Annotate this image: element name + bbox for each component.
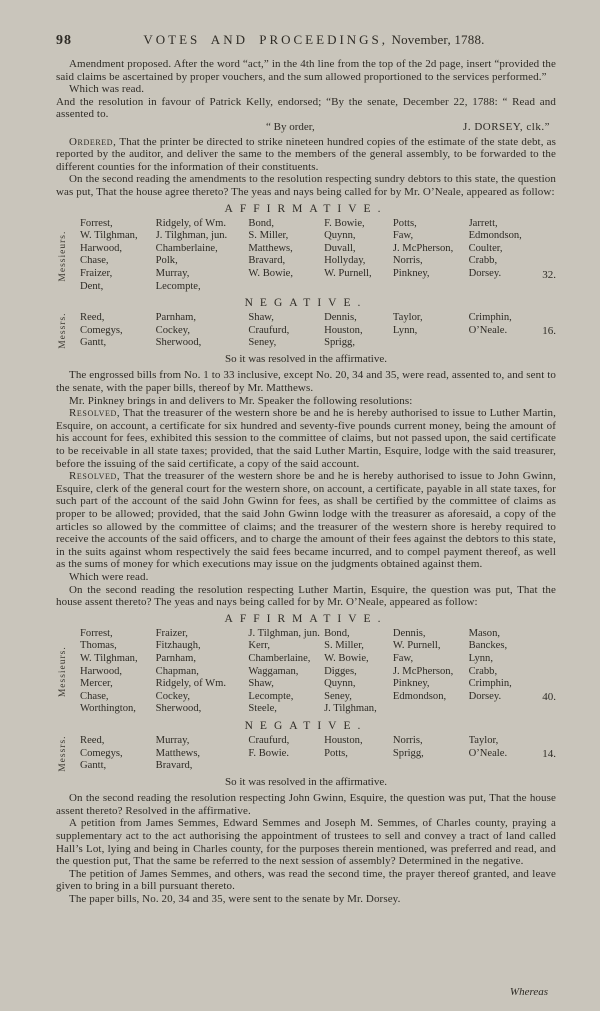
- resolved-body-2: That the treasurer of the western shore be and he is hereby authorised to issue to John Gwinn, Esquire, clerk of the general court for the western shore, on account, a certificate, payable in all state taxes, for such part of the account of the said John Gwinn for fees, as shall be certified by the committee of claims as proper to be allowed; provided, that the said John Gwinn lodge with the treasurer as aforesaid, a copy of the articles so allowed by the committee of claims; and the treasurer of the western shore is hereby required to receive the accounts of the said officers, and to charge the amount of their fees against the debtors to this state, in the suits against whom respectively the said fees became incurred, and to compel payment thereof, as well as the sums of money for which executions may issue on the judgments obtained against them.: [56, 470, 556, 571]
- paragraph-ordered-printer: [56, 136, 556, 174]
- vote-column: [393, 218, 465, 294]
- negative-heading-2: NEGATIVE.: [244, 719, 368, 732]
- delegate-name: Potts,: [324, 747, 348, 759]
- vote-column: [156, 218, 245, 294]
- messieurs-label: Messieurs.: [58, 646, 68, 698]
- vote-column: [393, 735, 465, 773]
- delegate-name: Sherwood,: [155, 337, 202, 349]
- delegate-name: Gantt,: [80, 337, 107, 349]
- paragraph-engrossed-bills: The engrossed bills from No. 1 to 33 inclusive, except No. 20, 34 and 35, were read, assented to, and sent to the senate, with the paper bills, thereof by Mr. Matthews.: [56, 369, 556, 395]
- delegate-name: Cockey,: [155, 690, 190, 702]
- delegate-name: Chase,: [80, 255, 109, 267]
- delegate-name: Taylor,: [392, 312, 423, 324]
- vote-count-affirmative-2: 40.: [542, 691, 556, 704]
- delegate-name: Jarrett,: [468, 217, 498, 229]
- page-title-caps: VOTES AND PROCEEDINGS,: [143, 32, 389, 47]
- delegate-name: Mercer,: [80, 678, 113, 690]
- delegate-name: W. Purnell,: [324, 267, 372, 279]
- vote-columns: [70, 312, 556, 350]
- delegate-name: Bravard,: [248, 255, 286, 267]
- delegate-name: F. Bowie.: [248, 747, 290, 759]
- delegate-name: Matthews,: [248, 242, 293, 254]
- attribution-line: [56, 121, 556, 134]
- resolved-lead-1: Resolved,: [69, 407, 121, 420]
- messieurs-label: Messieurs.: [58, 229, 68, 281]
- delegate-name: Pinkney,: [392, 678, 430, 690]
- delegate-name: Lecompte,: [155, 280, 201, 292]
- delegate-name: Norris,: [392, 255, 423, 267]
- delegate-name: S. Miller,: [324, 640, 364, 652]
- delegate-name: Cockey,: [155, 324, 190, 336]
- delegate-name: Fraizer,: [155, 627, 188, 639]
- vote-column: [80, 628, 152, 716]
- delegate-name: Crabb,: [468, 255, 498, 267]
- delegate-name: J. McPherson,: [392, 665, 454, 677]
- delegate-name: J. Tilghman,: [324, 703, 377, 715]
- delegate-name: Harwood,: [80, 665, 123, 677]
- paragraph-pinkney-resolutions: Mr. Pinkney brings in and delivers to Mr. Speaker the following resolutions:: [69, 394, 413, 407]
- delegate-name: Ridgely, of Wm.: [155, 217, 226, 229]
- negative-vote-table-2: [56, 735, 556, 773]
- ordered-lead: Ordered,: [69, 135, 117, 148]
- vote-column: [248, 628, 320, 716]
- delegate-name: Thomas,: [80, 640, 117, 652]
- delegate-name: Taylor,: [468, 734, 499, 746]
- delegate-name: Dorsey.: [468, 267, 502, 279]
- clerk-signature: J. DORSEY, clk.”: [463, 120, 550, 133]
- vote-column: [324, 218, 389, 294]
- vote-column: [469, 218, 530, 294]
- paragraph-resolved-martin: [56, 407, 556, 470]
- vote-count-affirmative-1: 32.: [542, 268, 556, 281]
- delegate-name: Parnham,: [155, 652, 196, 664]
- ordered-body: That the printer be directed to strike nineteen hundred copies of the estimate of the state debt, as reported by the auditor, and deliver the same to the members of the general assembly, to be forwarded to the different counties for the information of their constituents.: [56, 135, 556, 173]
- page-title: [72, 32, 556, 48]
- delegate-name: J. Tilghman, jun.: [248, 627, 320, 639]
- resolution-result-1: So it was resolved in the affirmative.: [224, 352, 387, 365]
- vote-column: [248, 312, 320, 350]
- delegate-name: Dennis,: [324, 312, 357, 324]
- delegate-name: Sprigg,: [324, 337, 355, 349]
- delegate-name: Kerr,: [248, 640, 271, 652]
- delegate-name: Edmondson,: [392, 690, 447, 702]
- vote-column: [156, 312, 245, 350]
- delegate-name: Seney,: [324, 690, 352, 702]
- delegate-name: Quynn,: [324, 678, 356, 690]
- delegate-name: W. Tilghman,: [80, 652, 138, 664]
- catchword: Whereas: [509, 986, 548, 998]
- paragraph-second-reading-martin: On the second reading the resolution respecting Luther Martin, Esquire, the question was put, That the house assent thereto? The yeas and nays being called for by Mr. O’Neale, appeared as follow:: [56, 583, 556, 609]
- delegate-name: Murray,: [155, 734, 190, 746]
- affirmative-heading-1: AFFIRMATIVE.: [224, 202, 388, 215]
- delegate-name: Parnham,: [155, 312, 196, 324]
- delegate-name: Dent,: [80, 280, 104, 292]
- delegate-name: Comegys,: [80, 747, 123, 759]
- delegate-name: Pinkney,: [392, 267, 430, 279]
- delegate-name: Crabb,: [468, 665, 498, 677]
- negative-vote-table-1: [56, 312, 556, 350]
- delegate-name: Faw,: [392, 230, 414, 242]
- delegate-name: Worthington,: [80, 703, 136, 715]
- affirmative-vote-table-1: [56, 218, 556, 294]
- delegate-name: Mason,: [468, 627, 501, 639]
- vote-column: [324, 628, 389, 716]
- paragraph-second-reading-debtors: On the second reading the amendments to the resolution respecting sundry debtors to this state, the question was put, That the house agree thereto? The yeas and nays being called for by Mr. O’Neale, appeared as follow:: [56, 173, 556, 198]
- delegate-name: Houston,: [324, 734, 363, 746]
- delegate-name: Reed,: [80, 312, 105, 324]
- delegate-name: Lecompte,: [248, 690, 294, 702]
- paragraph-paper-bills: The paper bills, No. 20, 34 and 35, were sent to the senate by Mr. Dorsey.: [69, 893, 401, 906]
- delegate-name: W. Bowie,: [324, 652, 369, 664]
- delegate-name: Digges,: [324, 665, 357, 677]
- paragraph-petition-second-reading: The petition of James Semmes, and others, was read the second time, the prayer thereof granted, and leave given to bring in a bill pursuant thereto.: [56, 867, 556, 893]
- delegate-name: Craufurd,: [248, 324, 290, 336]
- resolution-result-2: So it was resolved in the affirmative.: [224, 775, 387, 788]
- delegate-name: Seney,: [248, 337, 277, 349]
- vote-count-negative-2: 14.: [542, 748, 556, 761]
- delegate-name: Crimphin,: [468, 678, 512, 690]
- page-number: 98: [56, 33, 72, 48]
- delegate-name: Bond,: [248, 217, 274, 229]
- delegate-name: Potts,: [392, 217, 417, 229]
- delegate-name: Sherwood,: [155, 703, 202, 715]
- delegate-name: Craufurd,: [248, 734, 290, 746]
- delegate-name: Chamberlaine,: [155, 242, 218, 254]
- paragraph-kelly-resolution: And the resolution in favour of Patrick Kelly, endorsed; “By the senate, December 22, 1788: “ Read and assented to.: [56, 95, 556, 121]
- delegate-name: Lynn,: [468, 652, 493, 664]
- paragraph-which-was-read: Which was read.: [69, 83, 145, 96]
- delegate-name: Fraizer,: [80, 267, 113, 279]
- delegate-name: Waggaman,: [248, 665, 299, 677]
- delegate-name: Sprigg,: [392, 747, 424, 759]
- delegate-name: S. Miller,: [248, 230, 289, 242]
- delegate-name: Crimphin,: [468, 312, 512, 324]
- paragraph-gwinn-question: On the second reading the resolution respecting John Gwinn, Esquire, the question was put, That the house assent thereto? Resolved in the affirmative.: [56, 792, 556, 817]
- delegate-name: F. Bowie,: [324, 217, 365, 229]
- vote-column: [324, 735, 389, 773]
- delegate-name: Edmondson,: [468, 230, 522, 242]
- vote-column: [80, 312, 152, 350]
- vote-column: [248, 735, 320, 773]
- negative-heading-1: NEGATIVE.: [244, 297, 368, 310]
- delegate-name: J. Tilghman, jun.: [155, 230, 228, 242]
- delegate-name: Comegys,: [80, 324, 123, 336]
- vote-column: [156, 628, 245, 716]
- vote-columns: [70, 735, 556, 773]
- delegate-name: Bravard,: [155, 760, 193, 772]
- affirmative-heading-2: AFFIRMATIVE.: [224, 612, 388, 625]
- delegate-name: O’Neale.: [468, 747, 508, 759]
- delegate-name: W. Tilghman,: [80, 230, 138, 242]
- paragraph-resolved-gwinn: [56, 470, 556, 571]
- vote-count-negative-1: 16.: [542, 325, 556, 338]
- vote-column: [248, 218, 320, 294]
- vote-column: [80, 735, 152, 773]
- delegate-name: Ridgely, of Wm.: [155, 678, 226, 690]
- delegate-name: Fitzhaugh,: [155, 640, 201, 652]
- delegate-name: Harwood,: [80, 242, 123, 254]
- delegate-name: Dorsey.: [468, 690, 502, 702]
- delegate-name: Bond,: [324, 627, 350, 639]
- delegate-name: Hollyday,: [324, 255, 366, 267]
- vote-column: [469, 312, 530, 350]
- vote-column: [393, 312, 465, 350]
- delegate-name: Chamberlaine,: [248, 652, 311, 664]
- delegate-name: Norris,: [392, 734, 423, 746]
- delegate-name: Reed,: [80, 734, 105, 746]
- delegate-name: W. Purnell,: [392, 640, 441, 652]
- delegate-name: Polk,: [155, 255, 178, 267]
- vote-columns: [70, 218, 556, 294]
- delegate-name: Coulter,: [468, 242, 503, 254]
- delegate-name: Forrest,: [80, 217, 113, 229]
- vote-column: [156, 735, 245, 773]
- vote-columns: [70, 628, 556, 716]
- messrs-label: Messrs.: [58, 312, 68, 350]
- delegate-name: Steele,: [248, 703, 277, 715]
- affirmative-vote-table-2: [56, 628, 556, 716]
- delegate-name: Shaw,: [248, 678, 274, 690]
- delegate-name: W. Bowie,: [248, 267, 294, 279]
- delegate-name: Forrest,: [80, 627, 113, 639]
- paragraph-amendment: Amendment proposed. After the word “act,” in the 4th line from the top of the 2d page, insert “provided the said claims be ascertained by proper vouchers, and the sum allowed proportioned to the services performed.”: [56, 58, 556, 83]
- delegate-name: J. McPherson,: [392, 242, 454, 254]
- by-order-text: “ By order,: [266, 120, 315, 133]
- delegate-name: Lynn,: [392, 324, 418, 336]
- delegate-name: Chapman,: [155, 665, 199, 677]
- delegate-name: Quynn,: [324, 230, 356, 242]
- delegate-name: Matthews,: [155, 747, 201, 759]
- delegate-name: Duvall,: [324, 242, 356, 254]
- page-header: [56, 32, 556, 49]
- vote-column: [324, 312, 389, 350]
- resolved-lead-2: Resolved,: [69, 470, 121, 483]
- delegate-name: Houston,: [324, 324, 363, 336]
- delegate-name: Murray,: [155, 267, 190, 279]
- messrs-label: Messrs.: [58, 735, 68, 772]
- vote-column: [469, 628, 530, 716]
- delegate-name: Dennis,: [392, 627, 426, 639]
- delegate-name: Gantt,: [80, 760, 107, 772]
- vote-column: [469, 735, 530, 773]
- paragraph-which-were-read: Which were read.: [69, 570, 149, 583]
- paragraph-petition-semmes: A petition from James Semmes, Edward Semmes and Joseph M. Semmes, of Charles county, praying a supplementary act to the act authorising the appointment of trustees to sell and convey a tract of land called Hall’s Lot, lying and being in Charles county, for the purposes therein mentioned, was preferred and read, and the question put, That the same be referred to the next session of assembly? Determined in the negative.: [56, 817, 556, 868]
- vote-column: [393, 628, 465, 716]
- delegate-name: Banckes,: [468, 640, 508, 652]
- delegate-name: Shaw,: [248, 312, 274, 324]
- resolved-body-1: That the treasurer of the western shore be and he is hereby authorised to issue to Luther Martin, Esquire, on account, a certificate for six hundred and seventy-five pounds current money, being the amount of his account for fees, exhibited this session to the committee of claims, but not passed upon, the said certificate to be receivable in all state taxes; provided, that the said Luther Martin, Esquire, lodge with the said treasurer, before the issuing of the said certificate, a copy of the said account.: [56, 407, 556, 470]
- delegate-name: Faw,: [392, 652, 414, 664]
- vote-column: [80, 218, 152, 294]
- page-title-date: November, 1788.: [388, 32, 485, 47]
- delegate-name: O’Neale.: [468, 324, 508, 336]
- delegate-name: Chase,: [80, 690, 109, 702]
